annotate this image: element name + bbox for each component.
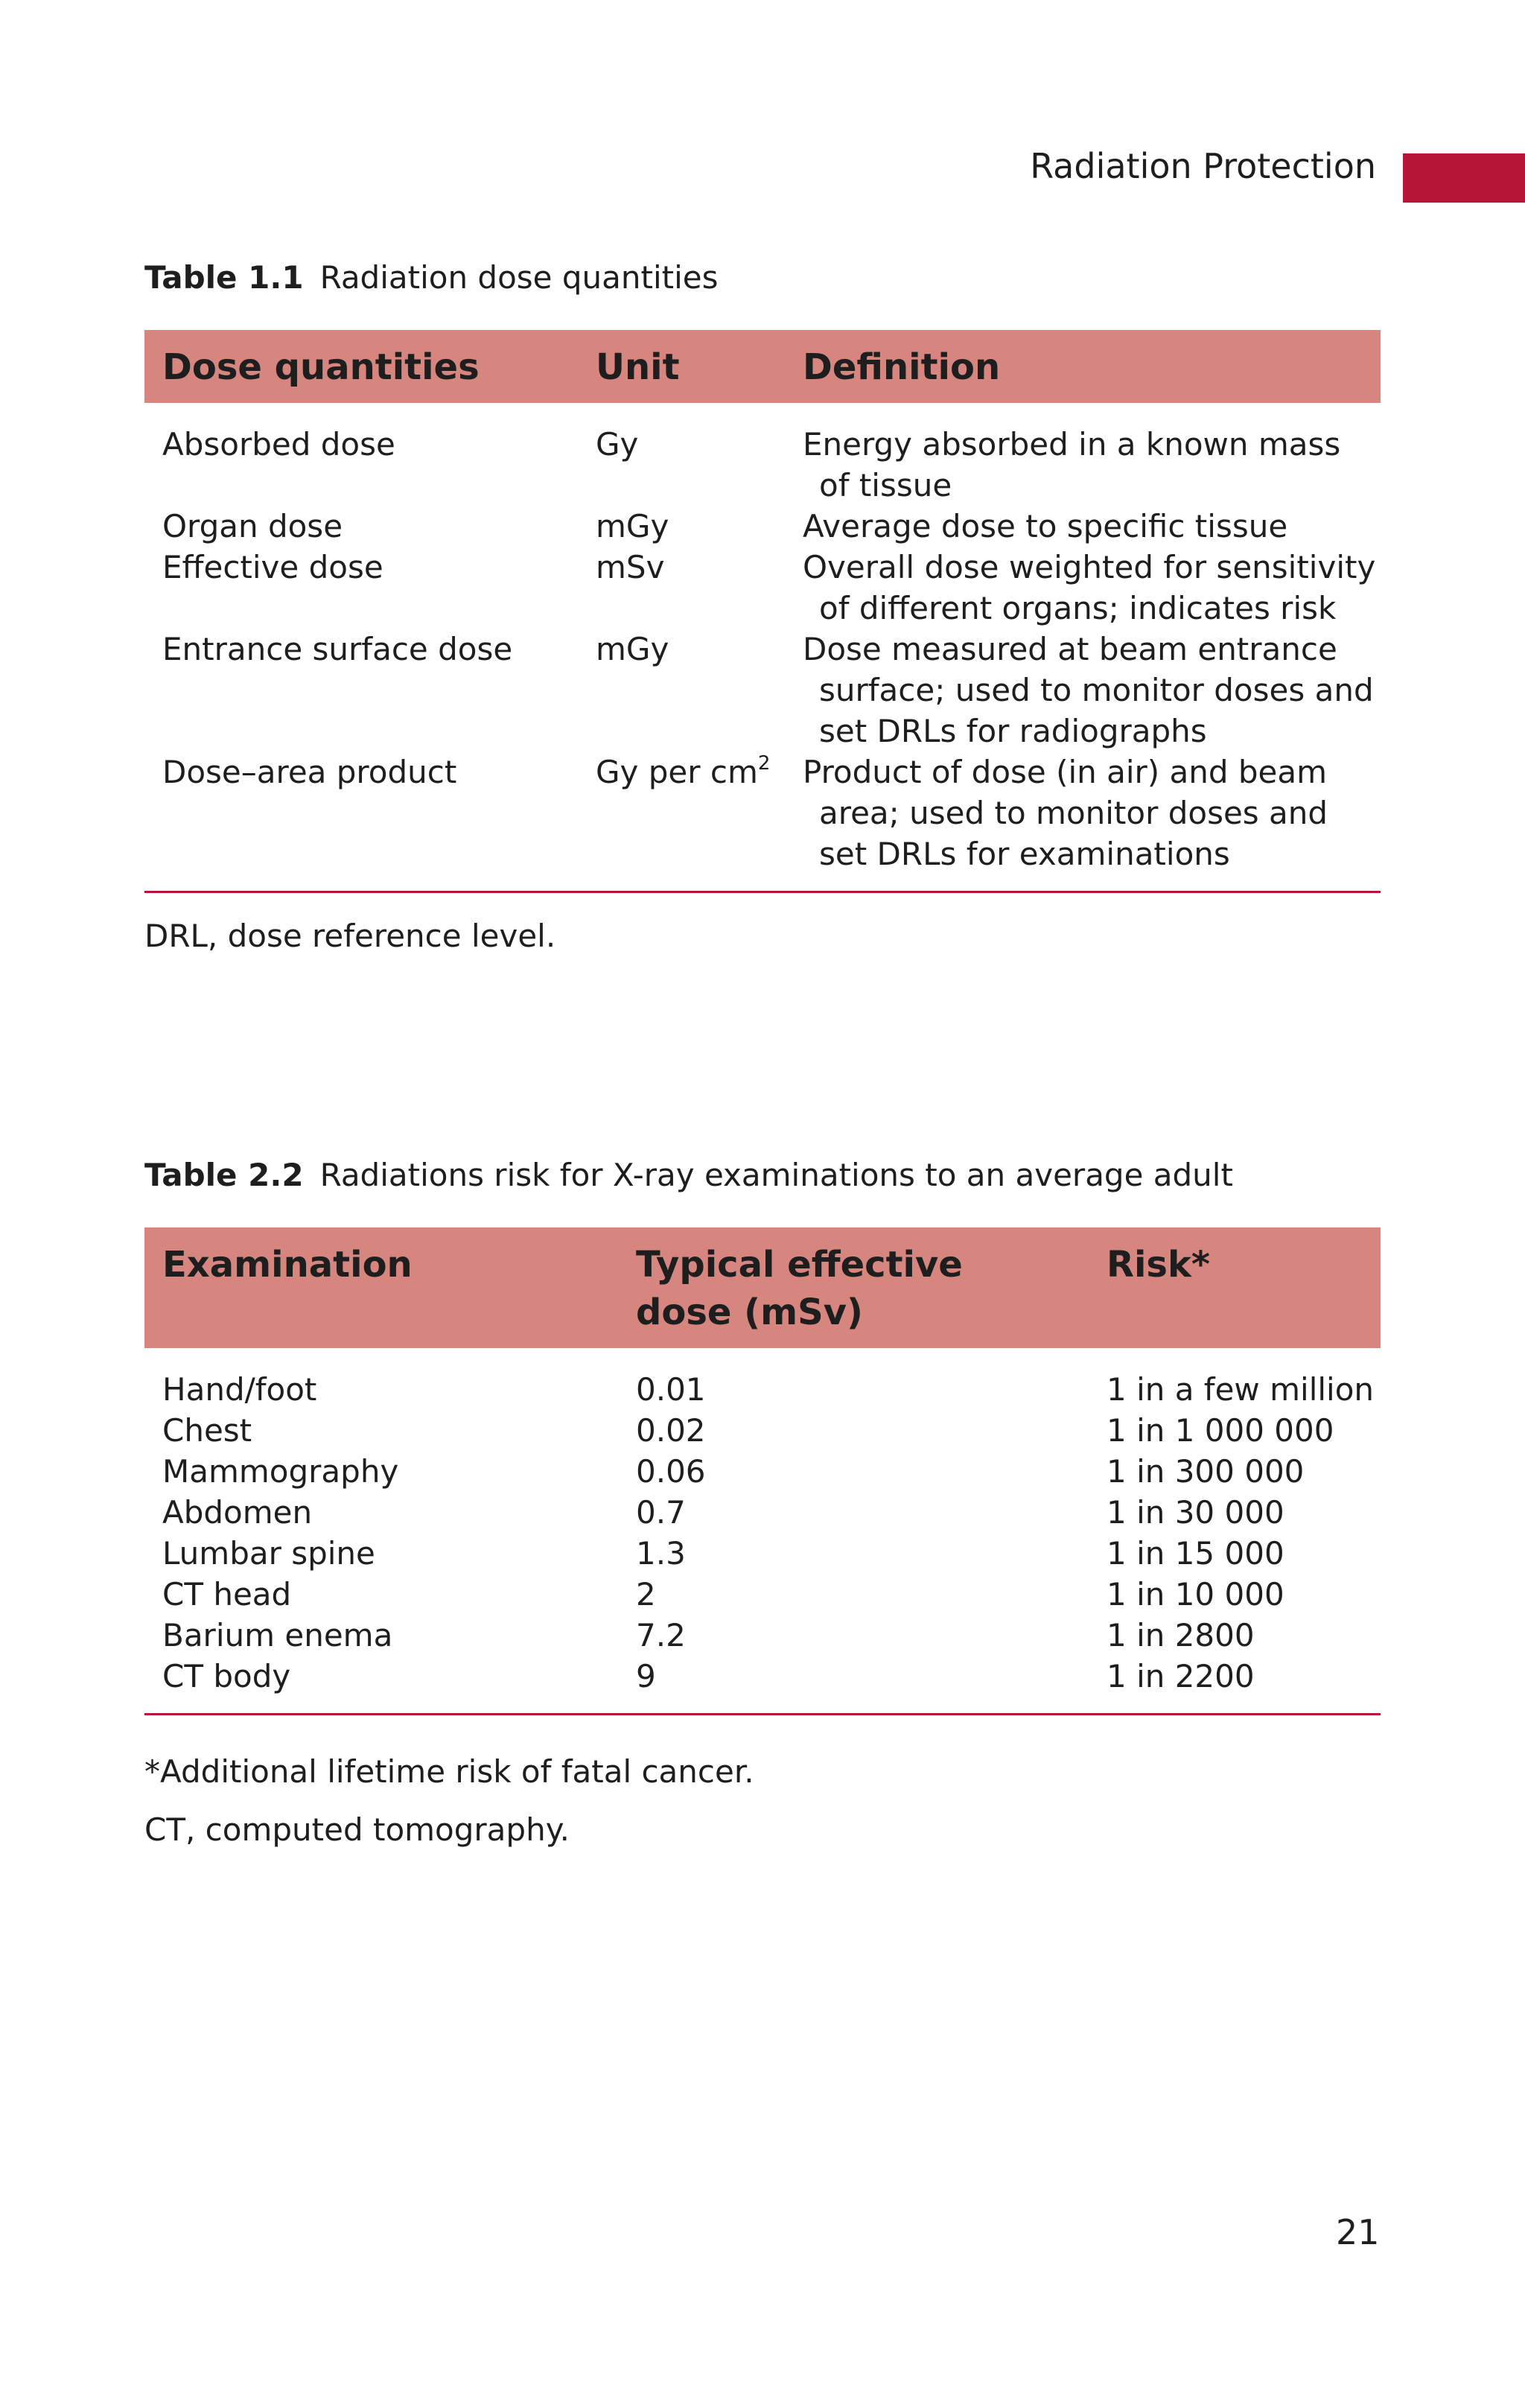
- dose-cell: 2: [636, 1576, 656, 1613]
- definition-cell: [785, 629, 1381, 752]
- table2-caption: [144, 1157, 1233, 1193]
- definition-text: Energy absorbed in a known mass of tissue: [803, 426, 1341, 503]
- table2-label: Table 2.2: [144, 1157, 304, 1193]
- definition-text: Overall dose weighted for sensitivity of different organs; indicates risk: [803, 549, 1376, 626]
- dose-quantity-cell: Organ dose: [162, 508, 343, 544]
- chapter-thumb-tab: [1403, 153, 1525, 203]
- examination-cell: Mammography: [162, 1453, 399, 1490]
- dose-quantity-cell: Absorbed dose: [162, 426, 395, 463]
- table-row: [144, 1492, 1381, 1533]
- table-row: [144, 1348, 1381, 1410]
- risk-cell: 1 in 10 000: [1107, 1576, 1284, 1613]
- page-number: 21: [1336, 2212, 1380, 2252]
- dose-cell: 0.06: [636, 1453, 706, 1490]
- unit-text: mGy: [596, 631, 669, 667]
- definition-cell: [785, 506, 1381, 547]
- table-row: [144, 1410, 1381, 1451]
- table-row: [144, 1615, 1381, 1656]
- dose-cell: 1.3: [636, 1535, 686, 1572]
- dose-cell: 0.7: [636, 1494, 686, 1531]
- unit-text: Gy: [596, 426, 639, 463]
- table2-footnote-risk: *Additional lifetime risk of fatal cancer.: [144, 1753, 754, 1790]
- table1-header-definition: Definition: [785, 330, 1381, 403]
- table1-header-row: [144, 330, 1381, 403]
- table2-header-dose: [618, 1227, 1089, 1348]
- dose-cell: 0.02: [636, 1412, 706, 1449]
- table-row: [144, 1574, 1381, 1615]
- unit-text: mGy: [596, 508, 669, 544]
- risk-cell: 1 in 1 000 000: [1107, 1412, 1334, 1449]
- unit-cell: [578, 629, 785, 752]
- table-row: [144, 547, 1381, 629]
- table1-title: Radiation dose quantities: [319, 259, 719, 296]
- table2-title: Radiations risk for X-ray examinations to an average adult: [319, 1157, 1233, 1193]
- examination-cell: Hand/foot: [162, 1371, 317, 1408]
- table-row: [144, 1656, 1381, 1715]
- table1-footnote: DRL, dose reference level.: [144, 918, 556, 954]
- dose-quantity-cell: Dose–area product: [162, 754, 457, 790]
- unit-text: mSv: [596, 549, 665, 585]
- definition-cell: [785, 403, 1381, 506]
- table1-header-quantity: Dose quantities: [144, 330, 578, 403]
- table-row: [144, 752, 1381, 892]
- examination-cell: CT head: [162, 1576, 292, 1613]
- unit-cell: [578, 752, 785, 892]
- definition-text: Average dose to specific tissue: [803, 508, 1288, 544]
- examination-cell: Barium enema: [162, 1617, 393, 1653]
- unit-cell: [578, 506, 785, 547]
- table2-header-risk: Risk*: [1089, 1227, 1381, 1348]
- risk-cell: 1 in a few million: [1107, 1371, 1375, 1408]
- table2-header-examination: Examination: [144, 1227, 618, 1348]
- table1-caption: [144, 259, 719, 296]
- table2-header-dose-text: Typical effective dose (mSv): [636, 1244, 963, 1333]
- risk-cell: 1 in 2200: [1107, 1658, 1255, 1694]
- table-row: [144, 506, 1381, 547]
- examination-cell: CT body: [162, 1658, 291, 1694]
- table-row: [144, 1533, 1381, 1574]
- unit-text: Gy per cm: [596, 754, 758, 790]
- table2-header-row: [144, 1227, 1381, 1348]
- unit-cell: [578, 547, 785, 629]
- definition-cell: [785, 547, 1381, 629]
- dose-cell: 0.01: [636, 1371, 706, 1408]
- definition-text: Dose measured at beam entrance surface; used to monitor doses and set DRLs for radiographs: [803, 631, 1374, 749]
- risk-cell: 1 in 30 000: [1107, 1494, 1284, 1531]
- definition-cell: [785, 752, 1381, 892]
- unit-superscript: 2: [757, 752, 771, 775]
- risk-cell: 1 in 300 000: [1107, 1453, 1305, 1490]
- examination-cell: Chest: [162, 1412, 252, 1449]
- unit-cell: [578, 403, 785, 506]
- radiation-dose-quantities-table: [144, 330, 1381, 893]
- table1-header-unit: Unit: [578, 330, 785, 403]
- risk-cell: 1 in 15 000: [1107, 1535, 1284, 1572]
- examination-cell: Abdomen: [162, 1494, 313, 1531]
- table-row: [144, 1451, 1381, 1492]
- examination-cell: Lumbar spine: [162, 1535, 375, 1572]
- table-row: [144, 629, 1381, 752]
- dose-quantity-cell: Effective dose: [162, 549, 383, 585]
- running-head: Radiation Protection: [1030, 146, 1376, 186]
- dose-cell: 9: [636, 1658, 656, 1694]
- xray-risk-table: [144, 1227, 1381, 1715]
- table2-footnote-ct: CT, computed tomography.: [144, 1811, 570, 1848]
- definition-text: Product of dose (in air) and beam area; used to monitor doses and set DRLs for examinations: [803, 754, 1328, 872]
- table1-label: Table 1.1: [144, 259, 304, 296]
- dose-cell: 7.2: [636, 1617, 686, 1653]
- risk-cell: 1 in 2800: [1107, 1617, 1255, 1653]
- dose-quantity-cell: Entrance surface dose: [162, 631, 513, 667]
- table-row: [144, 403, 1381, 506]
